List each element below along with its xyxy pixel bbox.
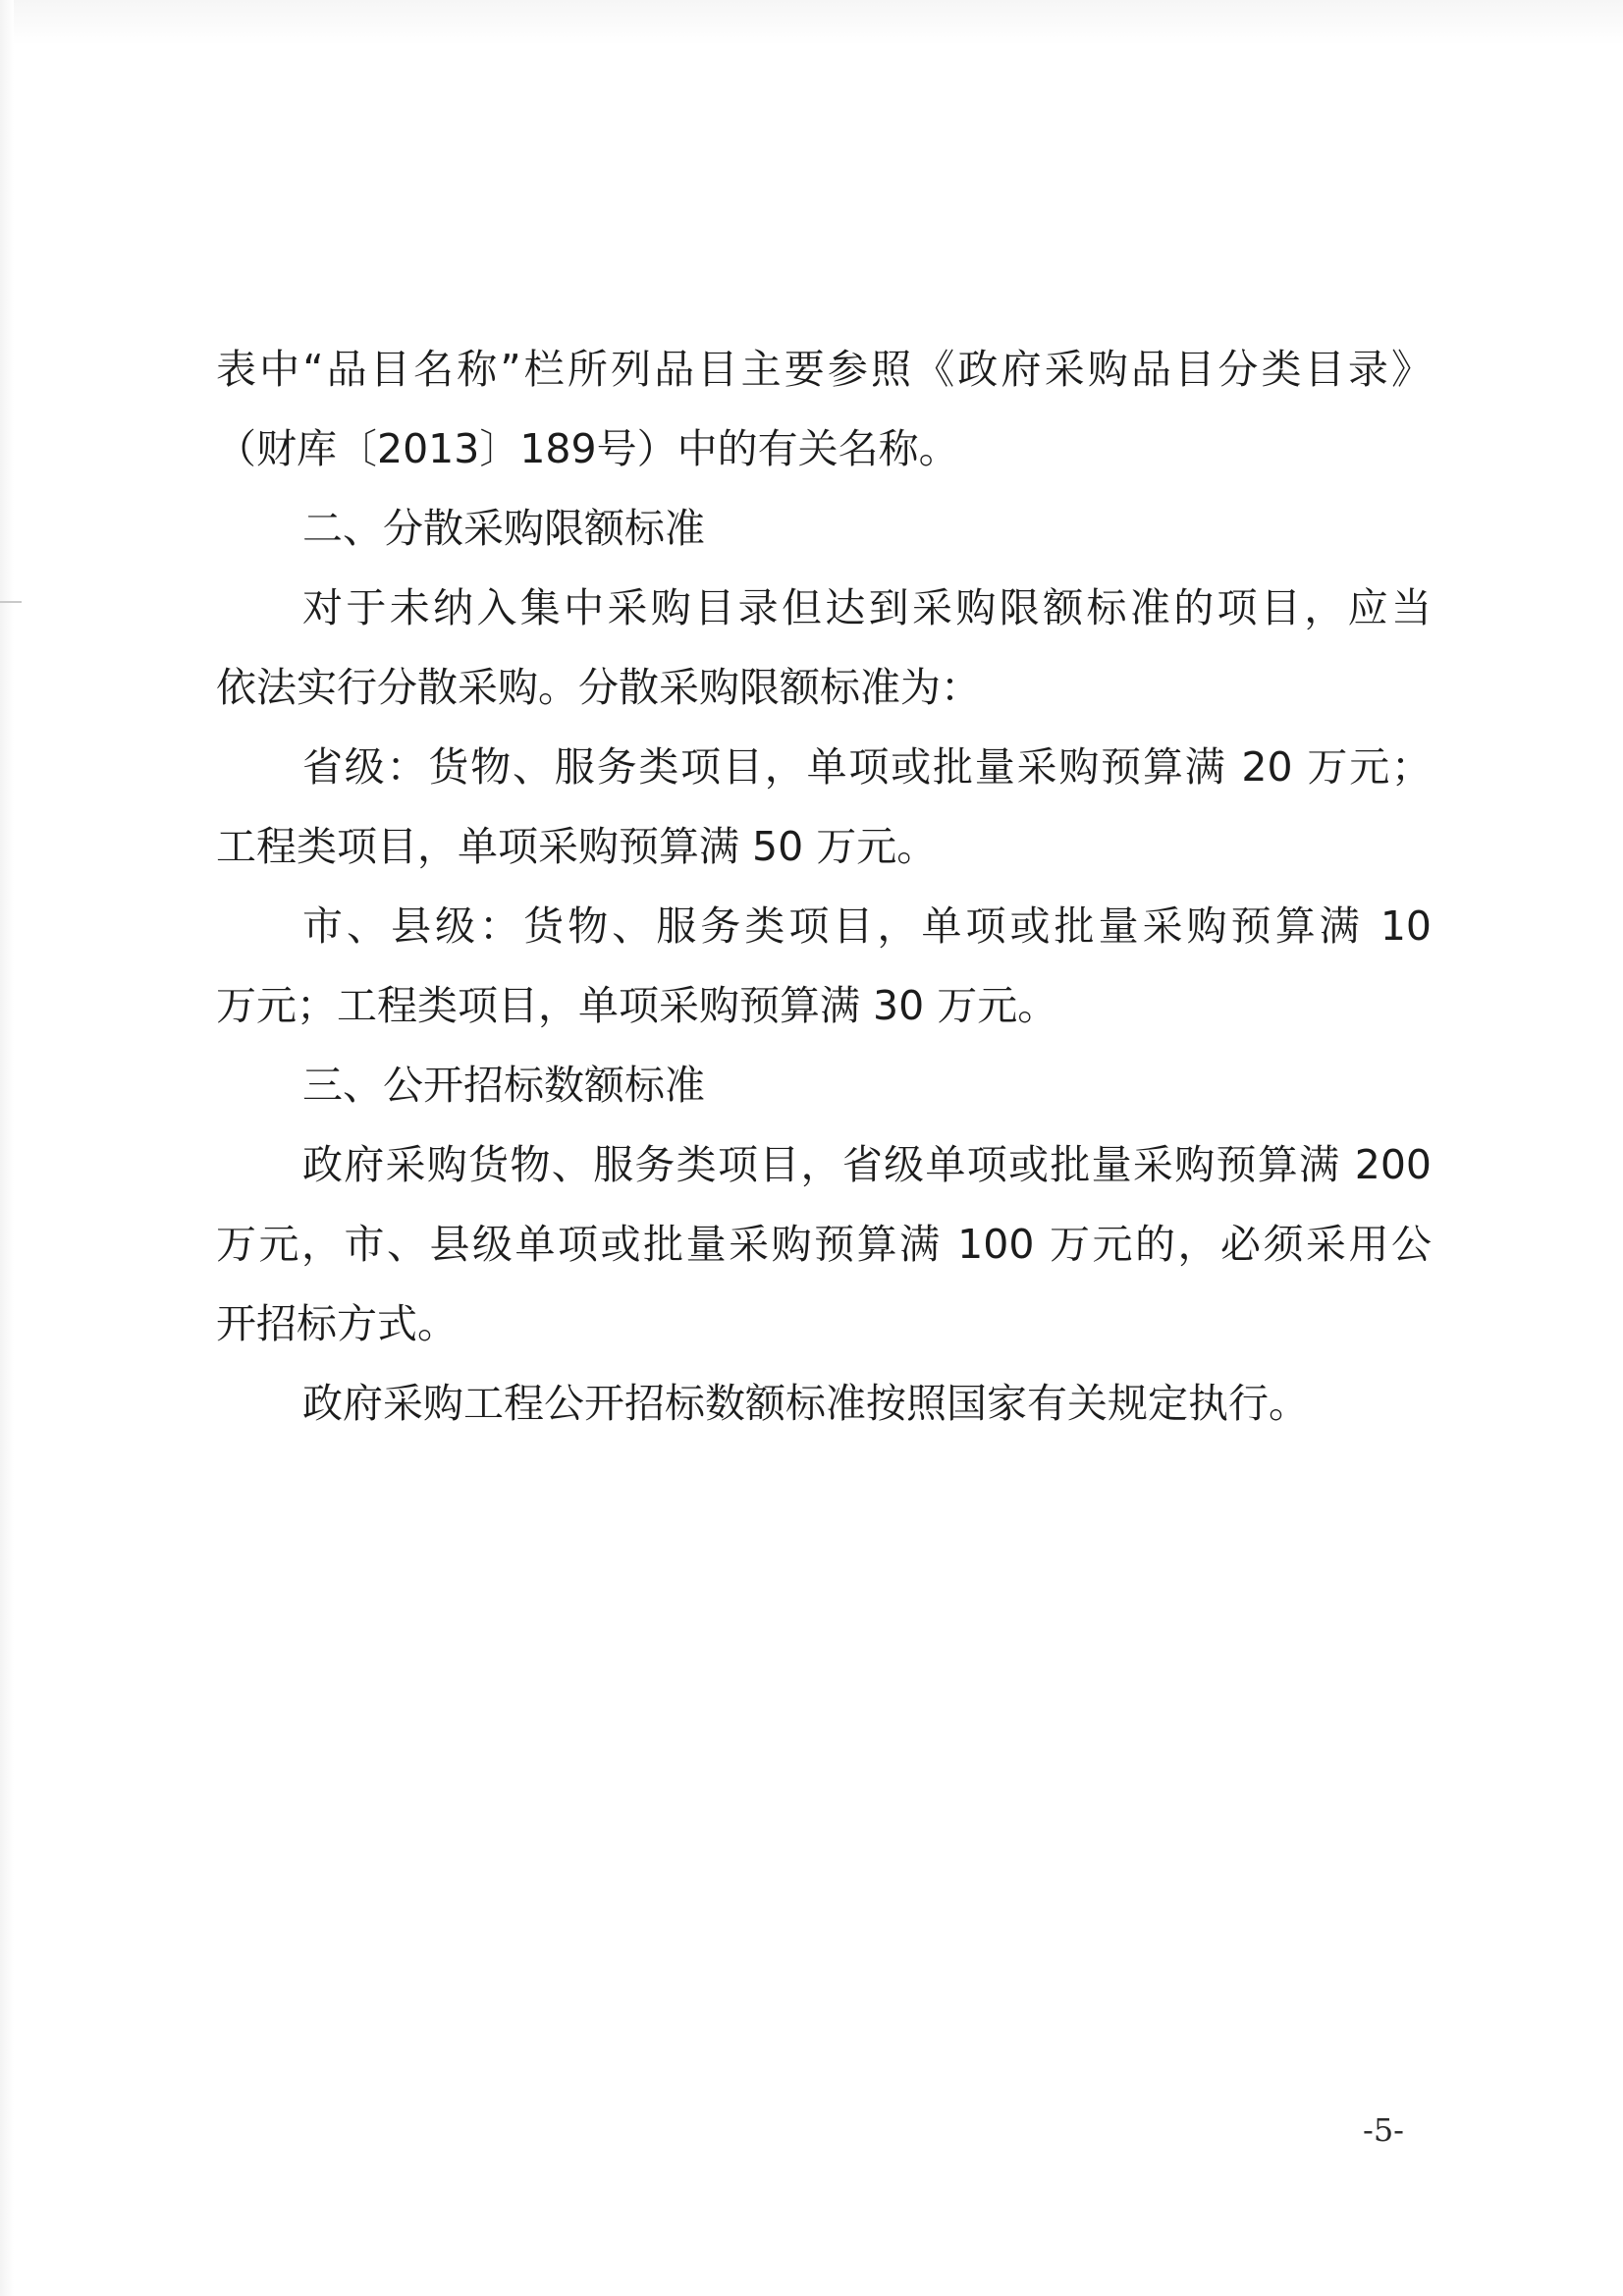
text-line: 开招标方式。 <box>216 1300 458 1347</box>
text-line: 工程类项目，单项采购预算满 50 万元。 <box>216 823 938 870</box>
text-line: 政府采购货物、服务类项目，省级单项或批量采购预算满 200 <box>302 1141 1432 1188</box>
text-line: 万元；工程类项目，单项采购预算满 30 万元。 <box>216 982 1058 1029</box>
text-line: 市、县级：货物、服务类项目，单项或批量采购预算满 10 <box>302 902 1432 950</box>
text-line: 政府采购工程公开招标数额标准按照国家有关规定执行。 <box>302 1380 1309 1427</box>
binding-mark <box>0 601 22 603</box>
text-line: 万元，市、县级单项或批量采购预算满 100 万元的，必须采用公 <box>216 1221 1432 1268</box>
text-line: （财库〔2013〕189号）中的有关名称。 <box>216 425 959 472</box>
text-line: 依法实行分散采购。分散采购限额标准为： <box>216 664 981 711</box>
text-line: 对于未纳入集中采购目录但达到采购限额标准的项目，应当 <box>302 584 1432 631</box>
text-line: 省级：货物、服务类项目，单项或批量采购预算满 20 万元； <box>302 743 1432 791</box>
scan-shadow-left <box>0 0 14 2296</box>
text-line: 表中“品目名称”栏所列品目主要参照《政府采购品目分类目录》 <box>216 346 1432 393</box>
section-heading: 二、分散采购限额标准 <box>302 505 705 552</box>
document-body <box>216 330 1432 1444</box>
scan-shadow-top <box>0 0 1623 45</box>
page-number: -5- <box>1363 2111 1404 2149</box>
section-heading: 三、公开招标数额标准 <box>302 1062 705 1109</box>
